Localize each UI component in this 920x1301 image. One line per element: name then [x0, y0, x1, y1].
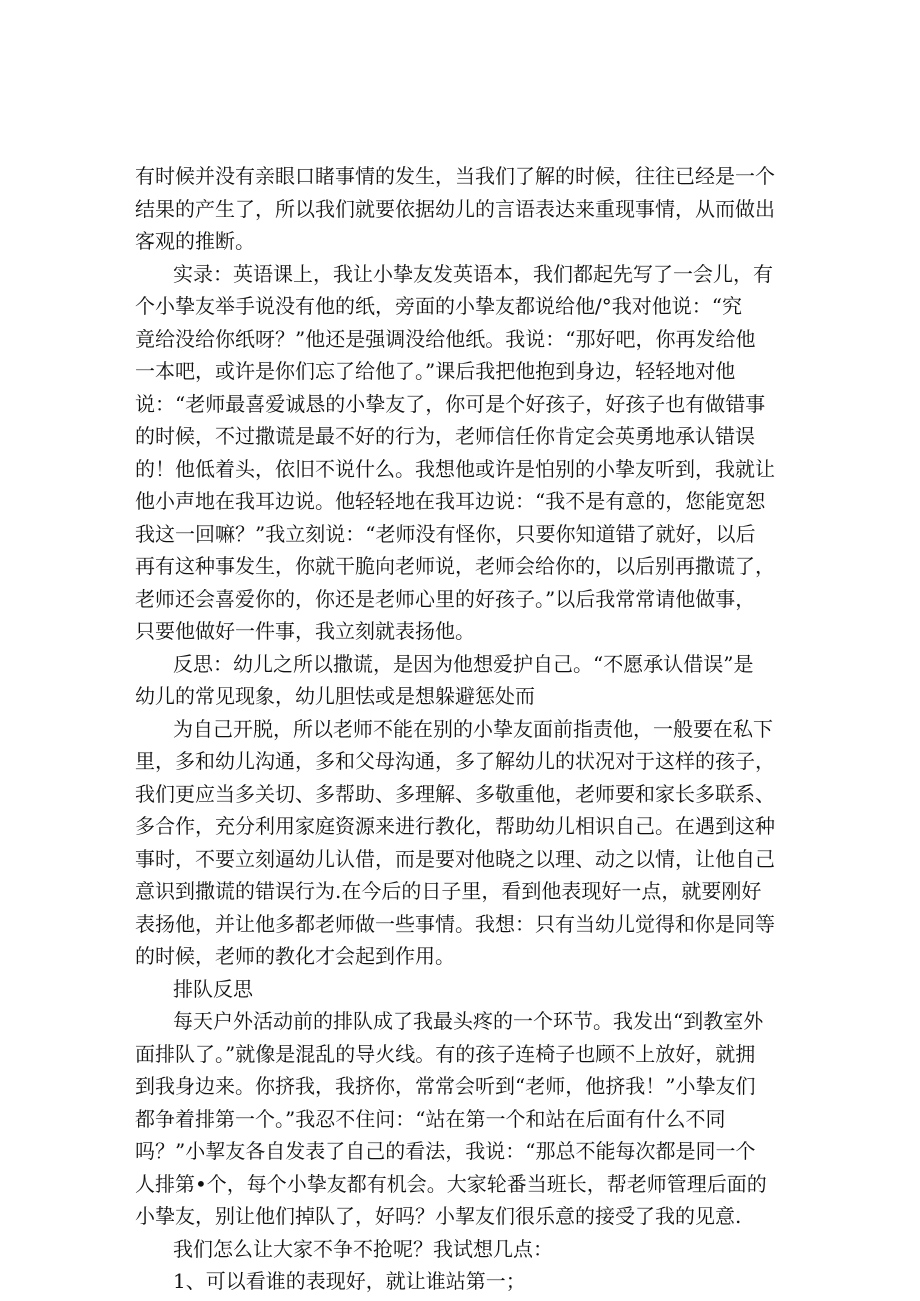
text-line: 1、可以看谁的表现好，就让谁站第一；	[173, 1269, 526, 1293]
text-line: 客观的推断。	[135, 229, 255, 253]
text-line: 实录：英语课上，我让小挚友发英语本，我们都起先写了一会儿，有	[173, 261, 773, 286]
text-line: 一本吧，或许是你们忘了给他了。”课后我把他抱到身边，轻轻地对他	[135, 359, 736, 383]
text-line: 里，多和幼儿沟通，多和父母沟通，多了解幼儿的状况对于这样的孩子，	[135, 749, 775, 773]
text-line: 我们怎么让大家不争不抢呢？我试想几点：	[173, 1236, 553, 1261]
text-line: 老师还会喜爱你的，你还是老师心里的好孩子。”以后我常常请他做事，	[135, 586, 756, 611]
text-line: 小挚友，别让他们掉队了，好吗？小挈友们很乐意的接受了我的见意.	[135, 1204, 742, 1228]
text-line: 我这一回嘛？”我立刻说：“老师没有怪你，只要你知道错了就好，以后	[135, 521, 756, 546]
text-line: 说：“老师最喜爱诚恳的小挚友了，你可是个好孩子，好孩子也有做错事	[135, 391, 766, 416]
text-line: 意识到撒谎的错误行为.在今后的日子里，看到他表现好一点，就要刚好	[135, 879, 762, 903]
text-line: 再有这种事发生，你就干脆向老师说，老师会给你的，以后别再撒谎了，	[135, 554, 775, 578]
text-line: 他小声地在我耳边说。他轻轻地在我耳边说：“我不是有意的，您能宽恕	[135, 489, 766, 513]
text-line: 面排队了。”就像是混乱的导火线。有的孩子连椅子也顾不上放好，就拥	[135, 1041, 756, 1066]
text-line: 的时候，不过撒谎是最不好的行为，老师信任你肯定会英勇地承认错误	[135, 424, 755, 448]
text-line: 反思：幼儿之所以撒谎，是因为他想爱护自己。“不愿承认借误”是	[173, 651, 754, 676]
document-body	[135, 160, 780, 1298]
text-line: 竟给没给你纸呀？”他还是强调没给他纸。我说：“那好吧，你再发给他	[135, 326, 756, 351]
text-line: 人排第•个，每个小挚友都有机会。大家轮番当班长，帮老师管理后面的	[135, 1171, 767, 1196]
text-line: 多合作，充分利用家庭资源来进行教化，帮助幼儿相识自己。在遇到这种	[135, 814, 775, 838]
text-line: 排队反思	[173, 976, 253, 1001]
text-line: 我们更应当多关切、多帮助、多理解、多敬重他，老师要和家长多联系、	[135, 781, 775, 806]
text-line: 每天户外活动前的排队成了我最头疼的一个环节。我发出“到教室外	[173, 1009, 764, 1033]
text-line: 都争着排第一个。”我忍不住问：“站在第一个和站在后面有什么不同	[135, 1106, 726, 1131]
text-line: 有时候并没有亲眼口睹事情的发生，当我们了解的时候，往往已经是一个	[135, 164, 775, 188]
text-line: 吗？”小挈友各自发表了自己的看法，我说：“那总不能每次都是同一个	[135, 1139, 756, 1163]
text-line: 到我身边来。你挤我，我挤你，常常会听到“老师，他挤我！”小挚友们	[135, 1074, 756, 1098]
text-line: 为自己开脱，所以老师不能在别的小挚友面前指责他，一般要在私下	[173, 716, 773, 741]
text-line: 事时，不要立刻逼幼儿认借，而是要对他晓之以理、动之以情，让他自己	[135, 846, 775, 871]
text-line: 的！他低着头，依旧不说什么。我想他或许是怕别的小挚友听到，我就让	[135, 456, 775, 481]
text-line: 表扬他，并让他多都老师做一些事情。我想：只有当幼儿觉得和你是同等	[135, 911, 775, 936]
text-line: 个小挚友举手说没有他的纸，旁面的小挚友都说给他/°我对他说：“究	[135, 294, 742, 318]
text-line: 的时候，老师的教化才会起到作用。	[135, 944, 455, 968]
text-line: 只要他做好一件事，我立刻就表扬他。	[135, 619, 475, 643]
text-line: 幼儿的常见现象，幼儿胆怯或是想躲避惩处而	[135, 684, 535, 708]
text-line: 结果的产生了，所以我们就要依据幼儿的言语表达来重现事情，从而做出	[135, 196, 775, 221]
